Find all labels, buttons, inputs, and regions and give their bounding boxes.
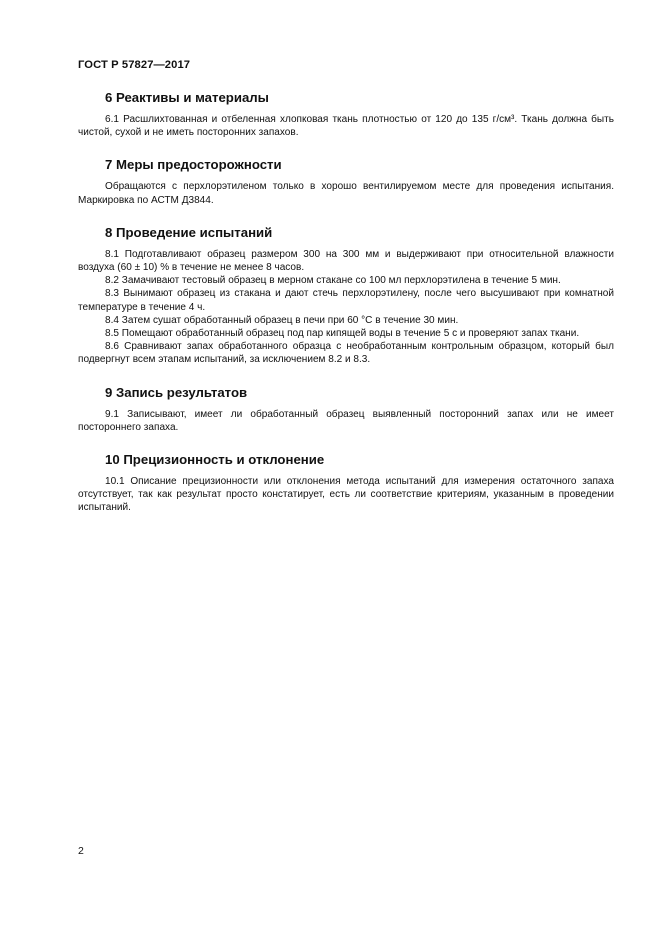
paragraph: 8.1 Подготавливают образец размером 300 на 300 мм и выдерживают при относительной влажности воздуха (60 ± 10) % в течение не менее 8 часов. — [78, 248, 614, 274]
paragraph: 8.6 Сравнивают запах обработанного образца с необработанным контрольным образцом, который был подвергнут всем этапам испытаний, за исключением 8.2 и 8.3. — [78, 341, 614, 366]
section-precautions — [78, 157, 614, 206]
paragraph: Обращаются с перхлорэтиленом только в хорошо вентилируемом месте для проведения испытания. Маркировка по АСТМ Д3844. — [78, 181, 614, 206]
section-reagents — [78, 90, 614, 139]
section-results — [78, 385, 614, 434]
paragraph: 9.1 Записывают, имеет ли обработанный образец выявленный посторонний запах или не имеет постороннего запаха. — [78, 408, 614, 433]
document-body — [78, 90, 614, 533]
paragraph: 8.5 Помещают обработанный образец под пар кипящей воды в течение 5 с и проверяют запах ткани. — [105, 328, 580, 340]
document-code: ГОСТ Р 57827—2017 — [78, 59, 191, 71]
paragraph: 6.1 Расшлихтованная и отбеленная хлопковая ткань плотностью от 120 до 135 г/см³. Ткань должна быть чистой, сухой и не иметь посторонних запахов. — [78, 114, 614, 139]
section-title: 7 Меры предосторожности — [105, 157, 282, 173]
paragraph: 10.1 Описание прецизионности или отклонения метода испытаний для измерения остаточного запаха отсутствует, так как результат просто констатирует, есть ли соответствие критериям, указанным в проведении испытаний. — [78, 476, 614, 514]
section-precision — [78, 452, 614, 515]
section-title: 8 Проведение испытаний — [105, 224, 273, 240]
page-number: 2 — [78, 845, 84, 857]
section-title: 10 Прецизионность и отклонение — [105, 452, 325, 468]
paragraph: 8.4 Затем сушат обработанный образец в печи при 60 °C в течение 30 мин. — [105, 314, 459, 326]
section-procedure — [78, 225, 614, 367]
paragraph: 8.2 Замачивают тестовый образец в мерном стакане со 100 мл перхлорэтилена в течение 5 мин. — [105, 275, 561, 287]
section-title: 6 Реактивы и материалы — [105, 90, 269, 105]
section-title: 9 Запись результатов — [105, 384, 248, 400]
paragraph: 8.3 Вынимают образец из стакана и дают стечь перхлорэтилену, после чего высушивают при комнатной температуре в течение 4 ч. — [78, 288, 614, 313]
